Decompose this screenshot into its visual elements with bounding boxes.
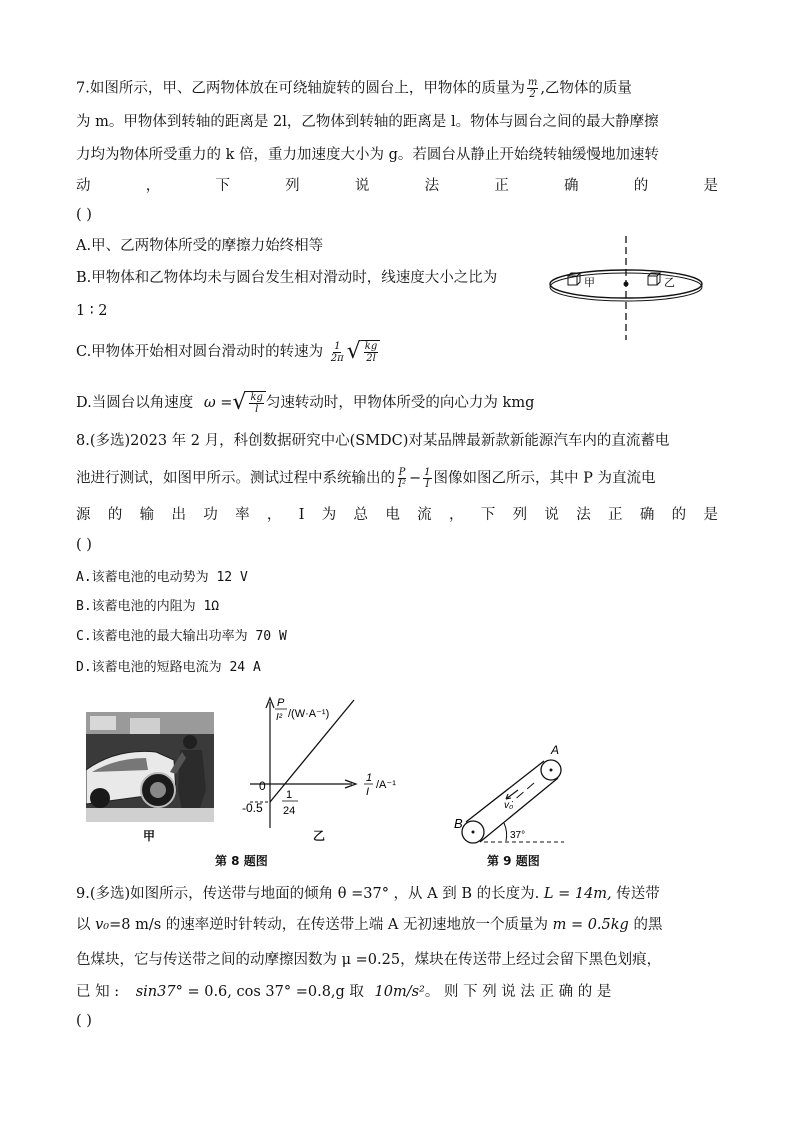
justified-word: 源 bbox=[76, 507, 91, 523]
frac-den: l bbox=[255, 404, 259, 415]
justified-word: 是 bbox=[703, 178, 718, 194]
justified-word: 电 bbox=[385, 507, 400, 523]
frac-num: kg bbox=[250, 392, 263, 403]
frac-den: I² bbox=[398, 479, 406, 490]
justified-word: 率 bbox=[235, 507, 250, 523]
justified-word: ， bbox=[145, 178, 161, 194]
mass-fraction bbox=[527, 77, 538, 100]
q9-text: 的黑 bbox=[633, 917, 663, 933]
label-a: A bbox=[551, 743, 560, 757]
frac-den: 2π bbox=[330, 352, 344, 364]
x-label: /A⁻¹ bbox=[376, 779, 396, 791]
frac-p-i2 bbox=[397, 467, 407, 490]
justified-word: 列 bbox=[285, 178, 300, 194]
label-b: B bbox=[454, 816, 463, 831]
frac-den: I bbox=[425, 479, 430, 490]
x-intercept-den: 24 bbox=[283, 805, 296, 817]
q7-line-2: 为 m。甲物体到转轴的距离是 2l，乙物体到转轴的距离是 l。物体与圆台之间的最大静摩擦 bbox=[76, 114, 659, 130]
math-g: 10m/s² bbox=[374, 984, 425, 1000]
y-label-frac-num: P bbox=[277, 697, 285, 709]
frac-den: 2 bbox=[529, 89, 536, 100]
y-intercept-label: -0.5 bbox=[242, 801, 263, 815]
justified-word: 动 bbox=[76, 178, 91, 194]
justified-word: 为 bbox=[321, 507, 337, 523]
belt-top bbox=[466, 761, 544, 822]
justified-word: 说 bbox=[354, 178, 370, 194]
x-label-frac-num: 1 bbox=[366, 772, 373, 784]
label-yi: 乙 bbox=[664, 277, 675, 289]
x-label-frac-den: I bbox=[366, 786, 370, 798]
justified-word: 流 bbox=[417, 507, 432, 523]
q9-line-3: 色煤块，它与传送带之间的动摩擦因数为 μ =0.25，煤块在传送带上经过会留下黑色划痕， bbox=[76, 952, 662, 968]
block-yi bbox=[648, 273, 660, 285]
q9-line-4 bbox=[76, 982, 611, 1002]
y-label-frac-den: I² bbox=[276, 712, 283, 723]
math-mass: m = 0.5kg bbox=[552, 917, 629, 933]
math-v0: v₀ bbox=[95, 917, 110, 933]
frac-1-i bbox=[423, 467, 431, 490]
q7-line-3: 力均为物体所受重力的 k 倍，重力加速度大小为 g。若圆台从静止开始绕转轴缓慢地加速转 bbox=[76, 147, 659, 163]
justified-word: ， bbox=[266, 507, 282, 523]
q8-figure-caption: 第 8 题图 bbox=[215, 854, 268, 868]
caption-jia: 甲 bbox=[143, 829, 156, 843]
frac-num: m bbox=[527, 77, 538, 88]
justified-word: I bbox=[298, 507, 305, 523]
frac-den: 2l bbox=[366, 353, 376, 364]
q8-option-d: D.该蓄电池的短路电流为 24 A bbox=[76, 660, 261, 675]
justified-word: 确 bbox=[564, 178, 579, 194]
frac-num: 1 bbox=[334, 340, 341, 352]
justified-word: 正 bbox=[608, 507, 623, 523]
justified-word: 的 bbox=[107, 507, 123, 523]
frac-num: 1 bbox=[424, 467, 431, 478]
label-v0: v₀ bbox=[504, 800, 514, 811]
q7-option-b: B.甲物体和乙物体均未与圆台发生相对滑动时，线速度大小之比为 bbox=[76, 270, 498, 286]
justified-word: 正 bbox=[494, 178, 509, 194]
justified-word: ， bbox=[448, 507, 464, 523]
q8-option-a: A.该蓄电池的电动势为 12 V bbox=[76, 570, 248, 585]
q9-line-2 bbox=[76, 915, 662, 935]
q7-option-d bbox=[76, 391, 534, 415]
frac-num: kg bbox=[364, 341, 378, 352]
y-label: /(W·A⁻¹) bbox=[288, 708, 330, 720]
sqrt-kg-2l: √ $\frac{kg}{2l}$ bbox=[347, 340, 381, 364]
q8-answer-paren: ( ) bbox=[76, 537, 92, 553]
q7-text: ,乙物体的质量 bbox=[540, 80, 632, 97]
justified-word: 的 bbox=[671, 507, 687, 523]
justified-word: 说 bbox=[544, 507, 559, 523]
q8-line-3 bbox=[76, 505, 718, 525]
justified-word: 下 bbox=[215, 178, 230, 194]
justified-word: 列 bbox=[512, 507, 528, 523]
justified-word: 法 bbox=[576, 507, 591, 523]
caption-yi: 乙 bbox=[313, 829, 326, 843]
sqrt-kg-l: √ $\frac{kg}{l}$ bbox=[232, 391, 266, 415]
justified-word: 输 bbox=[139, 507, 155, 523]
q9-line-1 bbox=[76, 884, 660, 904]
option-text: C.甲物体开始相对圆台滑动时的转速为 bbox=[76, 344, 324, 360]
justified-word: 是 bbox=[703, 507, 718, 523]
omega: ω = bbox=[203, 395, 233, 411]
battery-test-photo bbox=[86, 712, 214, 822]
q7-option-a: A.甲、乙两物体所受的摩擦力始终相等 bbox=[76, 238, 324, 254]
x-intercept-num: 1 bbox=[286, 789, 293, 801]
q8-option-c: C.该蓄电池的最大输出功率为 70 W bbox=[76, 629, 287, 644]
justified-word: 确 bbox=[639, 507, 655, 523]
conveyor-belt-figure bbox=[446, 728, 576, 850]
q8-line-1: 8.(多选)2023 年 2 月，科创数据研究中心(SMDC)对某品牌最新款新能源汽车内的直流蓄电 bbox=[76, 433, 670, 449]
justified-word: 出 bbox=[171, 507, 186, 523]
p-over-i2-graph bbox=[240, 690, 410, 840]
justified-word: 的 bbox=[633, 178, 649, 194]
label-jia: 甲 bbox=[584, 277, 595, 289]
block-jia bbox=[568, 273, 580, 285]
turntable-figure bbox=[548, 232, 718, 344]
q7-line-1 bbox=[76, 77, 632, 100]
q8-option-b: B.该蓄电池的内阻为 1Ω bbox=[76, 599, 220, 614]
option-text: 匀速转动时，甲物体所受的向心力为 kmg bbox=[265, 395, 535, 411]
q9-figure-caption: 第 9 题图 bbox=[487, 854, 540, 868]
q9-text: 以 bbox=[76, 917, 91, 933]
q9-text: =8 m/s 的速率逆时针转动，在传送带上端 A 无初速地放一个质量为 bbox=[109, 917, 548, 933]
angle-arc bbox=[504, 823, 507, 841]
label-angle: 37° bbox=[510, 830, 526, 841]
math-length: L = 14m, bbox=[543, 886, 612, 902]
q9-text: 。 则 下 列 说 法 正 确 的 是 bbox=[424, 984, 612, 1000]
q9-text: 0.6, cos 37° =0.8,g 取 bbox=[204, 984, 364, 1000]
justified-word: 下 bbox=[480, 507, 496, 523]
minus: − bbox=[408, 470, 422, 487]
q7-answer-paren: ( ) bbox=[76, 207, 92, 223]
q9-text: 9.(多选)如图所示，传送带与地面的倾角 θ =37° ，从 A 到 B 的长度为. bbox=[76, 886, 540, 902]
justified-word: 功 bbox=[203, 507, 218, 523]
q7-option-b-cont: 1 ∶ 2 bbox=[76, 303, 108, 319]
frac-1-2pi bbox=[330, 341, 345, 364]
q9-text: 已 知 : bbox=[76, 984, 120, 1000]
justified-word: 总 bbox=[353, 507, 369, 523]
q8-text: 池进行测试，如图甲所示。测试过程中系统输出的 bbox=[76, 470, 395, 487]
q7-text: 7.如图所示，甲、乙两物体放在可绕轴旋转的圆台上，甲物体的质量为 bbox=[76, 80, 525, 97]
q7-option-c bbox=[76, 340, 380, 364]
q7-line-4 bbox=[76, 176, 718, 196]
q9-answer-paren: ( ) bbox=[76, 1013, 92, 1029]
justified-word: 法 bbox=[424, 178, 440, 194]
origin-label: 0 bbox=[259, 779, 266, 793]
q8-text: 图像如图乙所示，其中 P 为直流电 bbox=[433, 470, 656, 487]
option-text: D.当圆台以角速度 bbox=[76, 395, 194, 411]
q8-line-2 bbox=[76, 467, 655, 490]
q9-text: 传送带 bbox=[616, 886, 660, 902]
frac-num: P bbox=[398, 467, 406, 478]
math-sin: sin37° = bbox=[135, 984, 200, 1000]
